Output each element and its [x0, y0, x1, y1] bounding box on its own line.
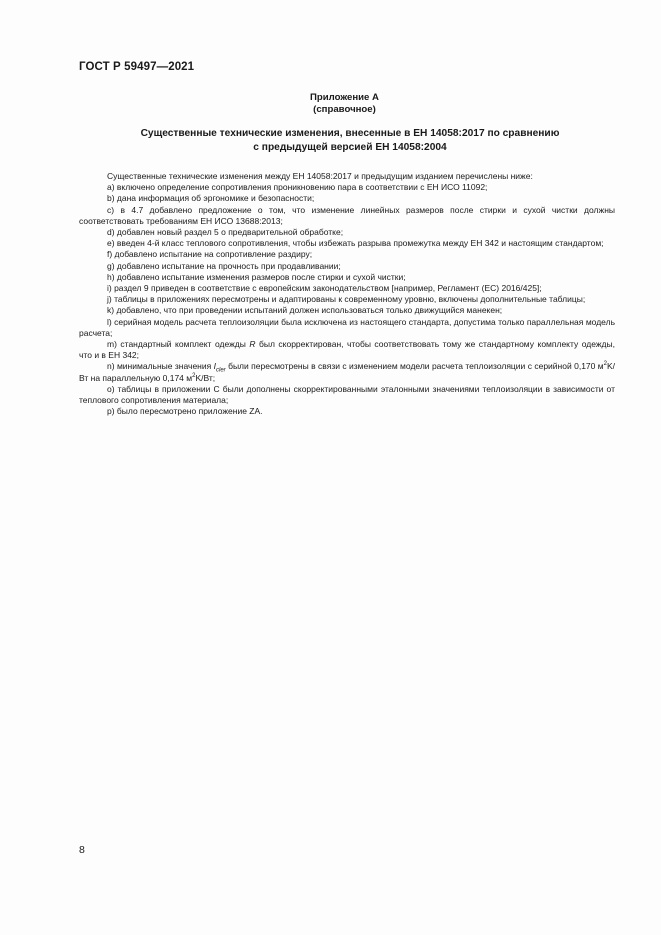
list-item-n-superscript-1: 2	[603, 361, 607, 368]
list-item-o: о) таблицы в приложении С были дополнены скорректированными эталонными значениями теплоизоляции в зависимости от теплового сопротивления материала;	[79, 383, 615, 406]
list-item-b: b) дана информация об эргономике и безопасности;	[107, 193, 315, 204]
list-item-n-text-1: n) минимальные значения	[107, 361, 214, 372]
list-item-g: g) добавлено испытание на прочность при продавливании;	[107, 260, 341, 271]
annex-title-block	[0, 92, 661, 116]
list-item-m-text-2: был скорректирован, чтобы соответствовать тому же стандартному комплекту одежды, что и в ЕН 342;	[79, 339, 615, 361]
section-heading-line-1: Существенные технические изменения, внесенные в ЕН 14058:2017 по сравнению	[140, 128, 560, 139]
list-item-n	[79, 361, 615, 383]
list-item-n-subscript: cler	[216, 368, 226, 375]
standard-code: ГОСТ Р 59497—2021	[79, 61, 195, 73]
list-item-e: е) введен 4-й класс теплового сопротивления, чтобы избежать разрыва промежутка между ЕН 342 и настоящим стандартом;	[107, 238, 604, 249]
list-item-a: а) включено определение сопротивления проникновению пара в соответствии с ЕН ИСО 11092;	[107, 182, 488, 193]
list-item-m-text-1: m) стандартный комплект одежды	[107, 339, 250, 350]
list-item-d: d) добавлен новый раздел 5 о предварительной обработке;	[107, 227, 344, 238]
list-item-p: р) было пересмотрено приложение ZA.	[107, 406, 263, 417]
list-item-n-symbol: I	[213, 361, 216, 372]
page-number: 8	[79, 844, 85, 856]
list-item-l: l) серийная модель расчета теплоизоляции была исключена из настоящего стандарта, допустима только параллельная модель расчета;	[79, 316, 615, 338]
list-item-i: i) раздел 9 приведен в соответствие с европейским законодательством [например, Регламент (ЕС) 2016/425];	[107, 283, 542, 294]
list-item-k: k) добавлено, что при проведении испытаний должен использоваться только движущийся манекен;	[107, 305, 503, 316]
list-item-n-text-2: были пересмотрены в связи с изменением модели расчета теплоизоляции с серийной 0,170 м	[225, 361, 604, 372]
annex-subtitle: (справочное)	[313, 104, 376, 115]
body-text	[79, 171, 615, 417]
list-item-j: j) таблицы в приложениях пересмотрены и адаптированы к современному уровню, включены дополнительные таблицы;	[107, 294, 586, 305]
list-item-n-superscript-2: 2	[192, 372, 196, 379]
list-item-m	[79, 339, 615, 361]
annex-title: Приложение А	[310, 92, 379, 103]
list-item-c: с) в 4.7 добавлено предложение о том, что изменение линейных размеров после стирки и сухой чистки должны соответствовать требованиям ЕН ИСО 13688:2013;	[79, 204, 615, 226]
list-item-n-text-4: K/Вт;	[195, 372, 216, 383]
section-heading	[100, 127, 600, 155]
list-item-h: h) добавлено испытание изменения размеров после стирки и сухой чистки;	[107, 271, 406, 282]
list-item-m-italic: R	[249, 339, 256, 350]
intro-paragraph: Существенные технические изменения между ЕН 14058:2017 и предыдущим изданием перечислены ниже:	[107, 171, 533, 181]
list-item-n-text-3: K/Вт на параллельную 0,174 м	[79, 361, 615, 383]
list-item-f: f) добавлено испытание на сопротивление раздиру;	[107, 249, 313, 260]
section-heading-line-2: с предыдущей версией ЕН 14058:2004	[253, 142, 447, 153]
